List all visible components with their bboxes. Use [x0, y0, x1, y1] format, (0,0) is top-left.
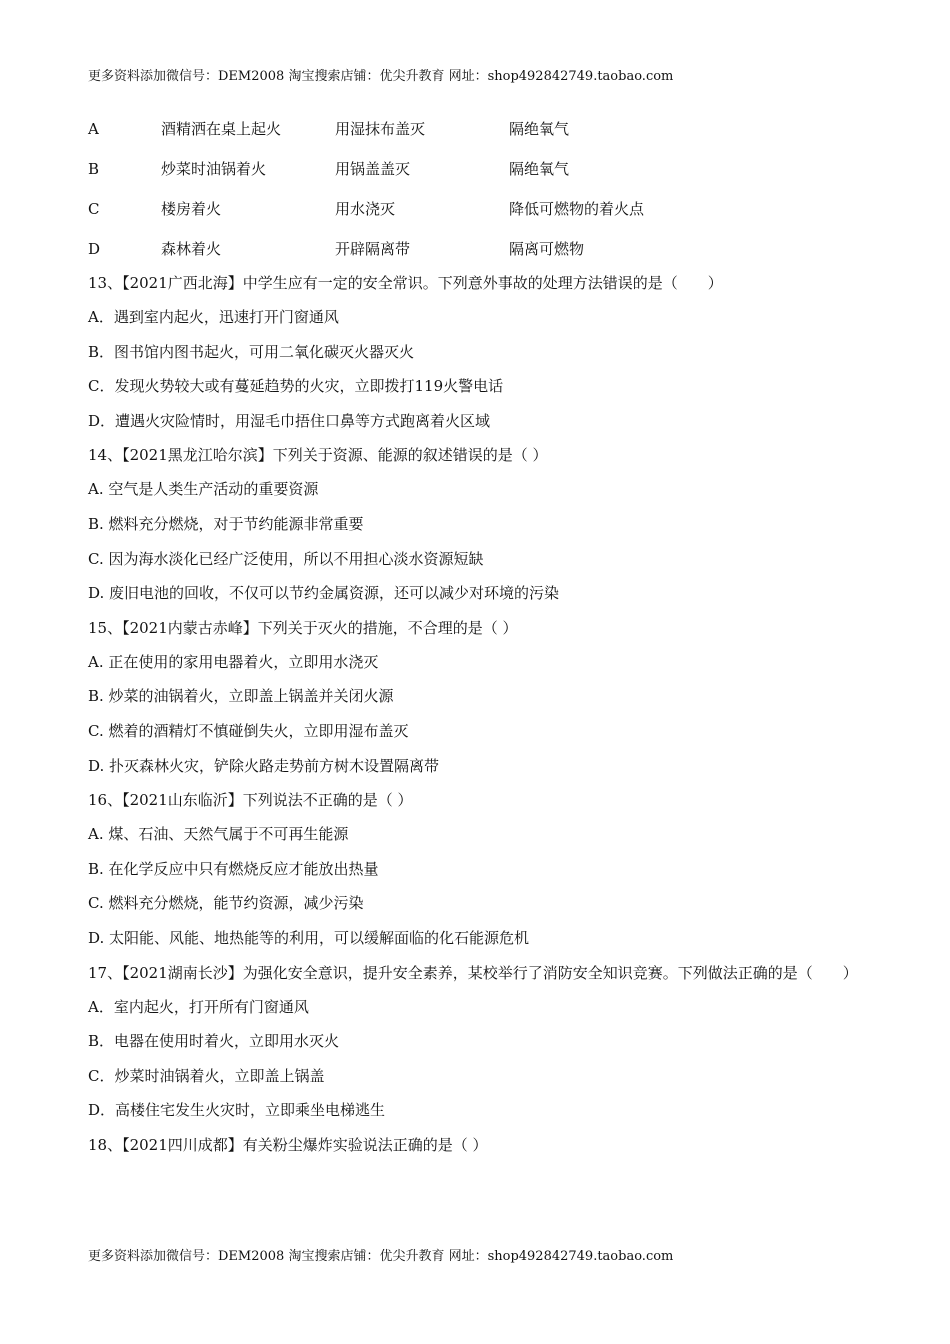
question-stem: 16、【2021山东临沂】下列说法不正确的是（ ） — [88, 791, 413, 810]
table-cell: 隔绝氧气 — [509, 120, 570, 138]
table-row — [88, 118, 868, 158]
table-cell: 隔离可燃物 — [509, 240, 585, 258]
option-b: B. 燃料充分燃烧，对于节约能源非常重要 — [88, 514, 364, 533]
question-stem: 17、【2021湖南长沙】为强化安全意识，提升安全素养，某校举行了消防安全知识竞赛。下列做法正确的是（ ） — [88, 963, 858, 982]
question-18 — [88, 1134, 868, 1168]
option-a: A．遇到室内起火，迅速打开门窗通风 — [88, 308, 339, 326]
table-row — [88, 198, 868, 238]
question-14 — [88, 444, 868, 616]
table-cell: 用水浇灭 — [335, 200, 396, 218]
option-a: A．室内起火，打开所有门窗通风 — [88, 997, 309, 1016]
option-b: B. 在化学反应中只有燃烧反应才能放出热量 — [88, 859, 379, 878]
table-cell: D — [88, 240, 101, 258]
table-row — [88, 158, 868, 198]
option-a: A. 空气是人类生产活动的重要资源 — [88, 480, 319, 499]
question-16 — [88, 789, 868, 961]
table-cell: 用锅盖盖灭 — [335, 160, 411, 178]
page-header: 更多资料添加微信号：DEM2008 淘宝搜索店铺：优尖升教育 网址：shop492842749.taobao.com — [88, 69, 674, 84]
table-cell: 开辟隔离带 — [335, 240, 411, 258]
option-c: C. 燃料充分燃烧，能节约资源，减少污染 — [88, 894, 364, 913]
table-cell: 降低可燃物的着火点 — [509, 200, 645, 218]
option-b: B．图书馆内图书起火，可用二氧化碳灭火器灭火 — [88, 342, 415, 361]
question-stem: 15、【2021内蒙古赤峰】下列关于灭火的措施，不合理的是（ ） — [88, 618, 518, 637]
table-cell: 森林着火 — [161, 240, 222, 258]
table-cell: A — [88, 120, 99, 138]
table-cell: 酒精洒在桌上起火 — [161, 120, 282, 138]
answer-table — [88, 118, 868, 278]
table-cell: 炒菜时油锅着火 — [161, 160, 267, 178]
option-d: D．遭遇火灾险情时，用湿毛巾捂住口鼻等方式跑离着火区域 — [88, 411, 491, 430]
option-c: C．炒菜时油锅着火，立即盖上锅盖 — [88, 1066, 325, 1085]
question-stem: 14、【2021黑龙江哈尔滨】下列关于资源、能源的叙述错误的是（ ） — [88, 446, 548, 465]
option-d: D. 废旧电池的回收，不仅可以节约金属资源，还可以减少对环境的污染 — [88, 584, 560, 603]
option-a: A. 煤、石油、天然气属于不可再生能源 — [88, 825, 349, 844]
question-15 — [88, 617, 868, 789]
table-cell: B — [88, 160, 100, 178]
table-cell: C — [88, 200, 100, 218]
option-c: C. 燃着的酒精灯不慎碰倒失火，立即用湿布盖灭 — [88, 721, 409, 740]
option-d: D. 扑灭森林火灾，铲除火路走势前方树木设置隔离带 — [88, 756, 440, 775]
question-list — [88, 272, 868, 1168]
table-cell: 楼房着火 — [161, 200, 222, 218]
table-cell: 隔绝氧气 — [509, 160, 570, 178]
question-stem: 18、【2021四川成都】有关粉尘爆炸实验说法正确的是（ ） — [88, 1135, 488, 1154]
question-stem: 13、【2021广西北海】中学生应有一定的安全常识。下列意外事故的处理方法错误的是（ ） — [88, 274, 723, 292]
table-cell: 用湿抹布盖灭 — [335, 120, 426, 138]
option-b: B．电器在使用时着火，立即用水灭火 — [88, 1032, 340, 1051]
option-c: C. 因为海水淡化已经广泛使用，所以不用担心淡水资源短缺 — [88, 549, 484, 568]
question-13 — [88, 272, 868, 444]
question-17 — [88, 954, 868, 1134]
option-c: C．发现火势较大或有蔓延趋势的火灾，立即拨打119火警电话 — [88, 377, 504, 396]
option-b: B. 炒菜的油锅着火，立即盖上锅盖并关闭火源 — [88, 687, 394, 706]
option-a: A. 正在使用的家用电器着火，立即用水浇灭 — [88, 652, 379, 671]
page-footer: 更多资料添加微信号：DEM2008 淘宝搜索店铺：优尖升教育 网址：shop492842749.taobao.com — [88, 1249, 674, 1264]
option-d: D. 太阳能、风能、地热能等的利用，可以缓解面临的化石能源危机 — [88, 928, 530, 947]
option-d: D．高楼住宅发生火灾时，立即乘坐电梯逃生 — [88, 1101, 386, 1120]
